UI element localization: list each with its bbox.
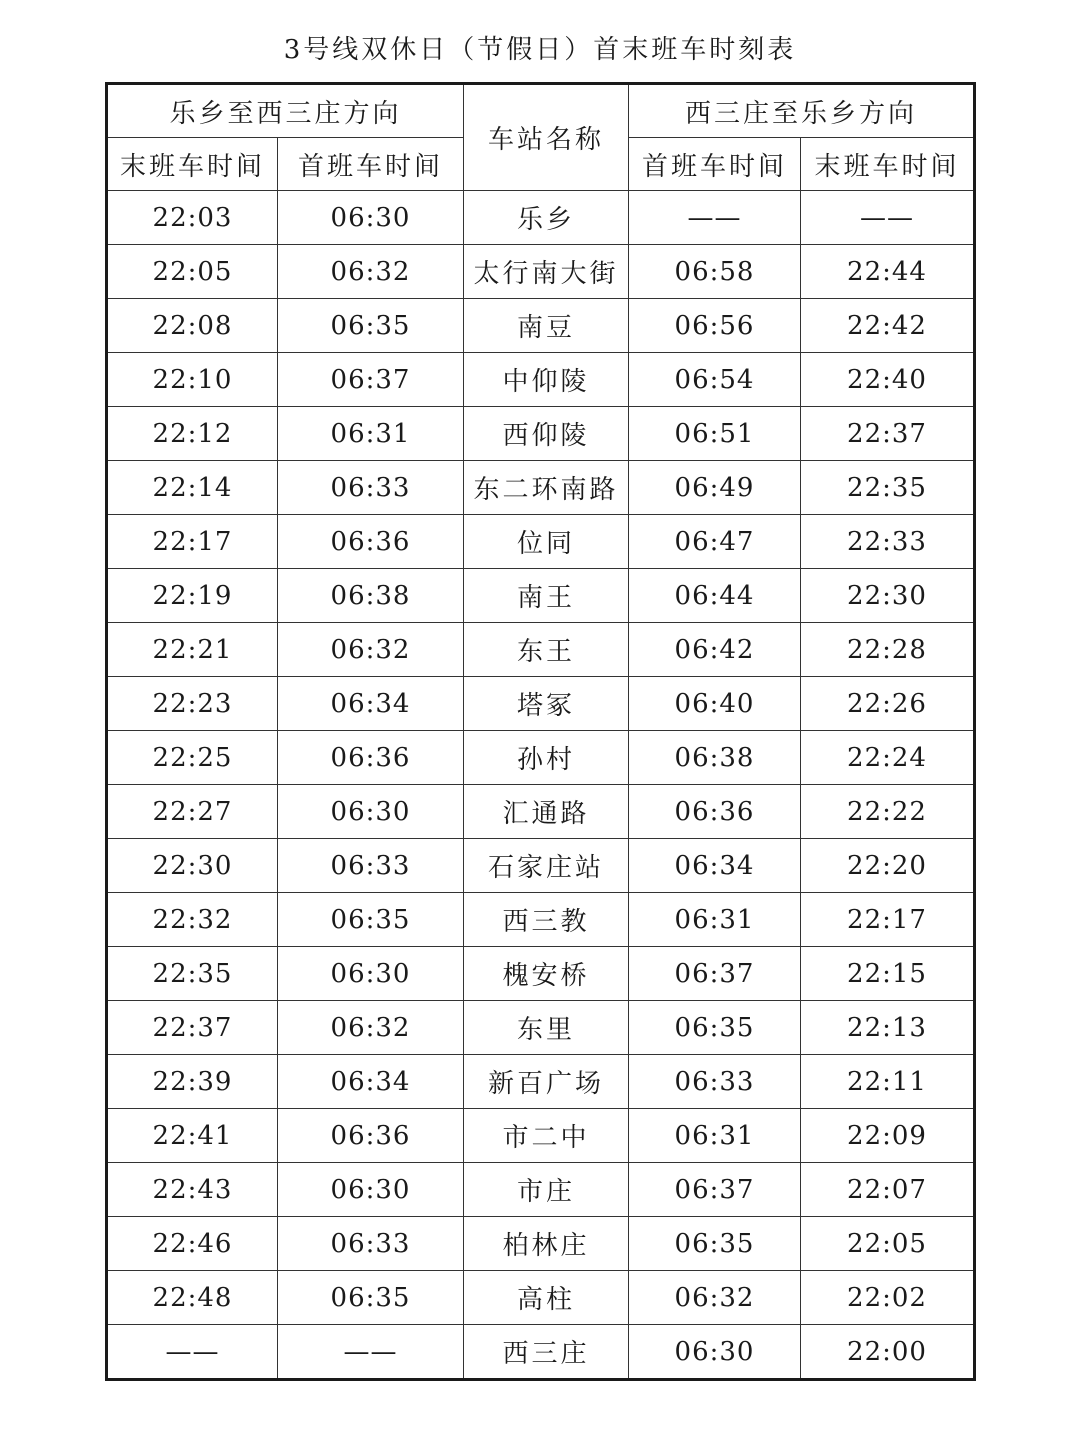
a-last-train-cell: 22:14 [107, 461, 278, 515]
station-name-cell: 塔冢 [464, 677, 629, 731]
b-first-train-cell: 06:38 [629, 731, 801, 785]
a-last-train-cell: 22:37 [107, 1001, 278, 1055]
table-row [107, 785, 975, 839]
b-last-train-cell: 22:00 [801, 1325, 975, 1380]
station-name-cell: 东二环南路 [464, 461, 629, 515]
table-row [107, 245, 975, 299]
b-last-train-cell: 22:15 [801, 947, 975, 1001]
b-last-train-cell: 22:35 [801, 461, 975, 515]
b-last-train-cell: 22:33 [801, 515, 975, 569]
b-first-train-cell: 06:56 [629, 299, 801, 353]
table-row [107, 893, 975, 947]
a-first-train-cell: 06:34 [278, 677, 464, 731]
station-name-cell: 乐乡 [464, 191, 629, 245]
a-last-train-cell: 22:35 [107, 947, 278, 1001]
b-first-train-cell: 06:49 [629, 461, 801, 515]
a-first-train-cell: —— [278, 1325, 464, 1380]
station-name-cell: 东里 [464, 1001, 629, 1055]
b-first-train-cell: 06:35 [629, 1217, 801, 1271]
timetable-header [107, 84, 975, 191]
table-row [107, 731, 975, 785]
b-first-train-cell: 06:31 [629, 893, 801, 947]
direction-a-header: 乐乡至西三庄方向 [107, 84, 464, 138]
station-name-header: 车站名称 [464, 84, 629, 191]
station-name-cell: 中仰陵 [464, 353, 629, 407]
a-first-train-header: 首班车时间 [278, 138, 464, 191]
station-name-cell: 南王 [464, 569, 629, 623]
b-first-train-cell: 06:54 [629, 353, 801, 407]
a-first-train-cell: 06:32 [278, 623, 464, 677]
b-first-train-cell: 06:32 [629, 1271, 801, 1325]
station-name-cell: 南豆 [464, 299, 629, 353]
table-row [107, 1055, 975, 1109]
table-row [107, 407, 975, 461]
a-last-train-cell: 22:17 [107, 515, 278, 569]
table-row [107, 1271, 975, 1325]
a-last-train-cell: 22:21 [107, 623, 278, 677]
a-last-train-cell: 22:08 [107, 299, 278, 353]
b-last-train-cell: 22:17 [801, 893, 975, 947]
table-row [107, 677, 975, 731]
b-last-train-cell: 22:24 [801, 731, 975, 785]
a-first-train-cell: 06:36 [278, 1109, 464, 1163]
station-name-cell: 东王 [464, 623, 629, 677]
station-name-cell: 汇通路 [464, 785, 629, 839]
b-last-train-cell: 22:11 [801, 1055, 975, 1109]
a-first-train-cell: 06:37 [278, 353, 464, 407]
a-last-train-cell: 22:41 [107, 1109, 278, 1163]
a-last-train-cell: 22:10 [107, 353, 278, 407]
a-first-train-cell: 06:38 [278, 569, 464, 623]
table-row [107, 623, 975, 677]
b-first-train-cell: 06:33 [629, 1055, 801, 1109]
a-first-train-cell: 06:33 [278, 461, 464, 515]
b-first-train-cell: 06:42 [629, 623, 801, 677]
timetable [105, 82, 976, 1381]
b-last-train-cell: 22:13 [801, 1001, 975, 1055]
b-last-train-cell: 22:30 [801, 569, 975, 623]
b-last-train-cell: 22:42 [801, 299, 975, 353]
b-first-train-header: 首班车时间 [629, 138, 801, 191]
a-first-train-cell: 06:30 [278, 947, 464, 1001]
b-first-train-cell: 06:40 [629, 677, 801, 731]
a-last-train-cell: 22:48 [107, 1271, 278, 1325]
direction-b-header: 西三庄至乐乡方向 [629, 84, 975, 138]
a-first-train-cell: 06:35 [278, 299, 464, 353]
a-last-train-cell: 22:30 [107, 839, 278, 893]
station-name-cell: 西仰陵 [464, 407, 629, 461]
b-last-train-cell: 22:40 [801, 353, 975, 407]
b-last-train-cell: 22:22 [801, 785, 975, 839]
a-first-train-cell: 06:35 [278, 893, 464, 947]
a-first-train-cell: 06:36 [278, 515, 464, 569]
table-row [107, 1001, 975, 1055]
b-last-train-cell: 22:07 [801, 1163, 975, 1217]
b-first-train-cell: 06:37 [629, 1163, 801, 1217]
a-first-train-cell: 06:30 [278, 785, 464, 839]
a-first-train-cell: 06:33 [278, 839, 464, 893]
table-row [107, 1217, 975, 1271]
a-last-train-cell: 22:19 [107, 569, 278, 623]
page-title: 3号线双休日（节假日）首末班车时刻表 [283, 35, 797, 65]
timetable-body [107, 191, 975, 1380]
a-last-train-cell: 22:27 [107, 785, 278, 839]
station-name-cell: 西三庄 [464, 1325, 629, 1380]
table-row [107, 569, 975, 623]
a-last-train-cell: 22:39 [107, 1055, 278, 1109]
b-last-train-cell: —— [801, 191, 975, 245]
a-last-train-cell: 22:05 [107, 245, 278, 299]
table-row [107, 299, 975, 353]
b-first-train-cell: 06:44 [629, 569, 801, 623]
a-last-train-cell: 22:23 [107, 677, 278, 731]
b-first-train-cell: 06:37 [629, 947, 801, 1001]
b-last-train-cell: 22:44 [801, 245, 975, 299]
b-last-train-cell: 22:20 [801, 839, 975, 893]
station-name-cell: 新百广场 [464, 1055, 629, 1109]
b-first-train-cell: 06:36 [629, 785, 801, 839]
a-last-train-header: 末班车时间 [107, 138, 278, 191]
a-last-train-cell: 22:25 [107, 731, 278, 785]
a-first-train-cell: 06:34 [278, 1055, 464, 1109]
station-name-cell: 柏林庄 [464, 1217, 629, 1271]
station-name-cell: 石家庄站 [464, 839, 629, 893]
a-last-train-cell: 22:32 [107, 893, 278, 947]
table-row [107, 1325, 975, 1380]
b-first-train-cell: 06:35 [629, 1001, 801, 1055]
a-first-train-cell: 06:30 [278, 1163, 464, 1217]
station-name-cell: 太行南大街 [464, 245, 629, 299]
table-row [107, 191, 975, 245]
table-row [107, 1163, 975, 1217]
table-row [107, 461, 975, 515]
b-first-train-cell: —— [629, 191, 801, 245]
station-name-cell: 市庄 [464, 1163, 629, 1217]
station-name-cell: 位同 [464, 515, 629, 569]
b-first-train-cell: 06:30 [629, 1325, 801, 1380]
a-first-train-cell: 06:31 [278, 407, 464, 461]
b-last-train-cell: 22:37 [801, 407, 975, 461]
b-last-train-cell: 22:05 [801, 1217, 975, 1271]
station-name-cell: 西三教 [464, 893, 629, 947]
b-last-train-cell: 22:02 [801, 1271, 975, 1325]
b-last-train-header: 末班车时间 [801, 138, 975, 191]
table-row [107, 1109, 975, 1163]
a-first-train-cell: 06:35 [278, 1271, 464, 1325]
b-last-train-cell: 22:28 [801, 623, 975, 677]
a-first-train-cell: 06:33 [278, 1217, 464, 1271]
station-name-cell: 槐安桥 [464, 947, 629, 1001]
station-name-cell: 市二中 [464, 1109, 629, 1163]
table-row [107, 947, 975, 1001]
a-last-train-cell: 22:46 [107, 1217, 278, 1271]
a-last-train-cell: 22:03 [107, 191, 278, 245]
b-first-train-cell: 06:51 [629, 407, 801, 461]
a-first-train-cell: 06:32 [278, 245, 464, 299]
b-first-train-cell: 06:34 [629, 839, 801, 893]
station-name-cell: 孙村 [464, 731, 629, 785]
a-first-train-cell: 06:30 [278, 191, 464, 245]
b-first-train-cell: 06:58 [629, 245, 801, 299]
table-row [107, 515, 975, 569]
b-last-train-cell: 22:26 [801, 677, 975, 731]
station-name-cell: 高柱 [464, 1271, 629, 1325]
a-last-train-cell: —— [107, 1325, 278, 1380]
b-first-train-cell: 06:31 [629, 1109, 801, 1163]
b-first-train-cell: 06:47 [629, 515, 801, 569]
a-first-train-cell: 06:36 [278, 731, 464, 785]
a-last-train-cell: 22:12 [107, 407, 278, 461]
table-row [107, 839, 975, 893]
table-row [107, 353, 975, 407]
b-last-train-cell: 22:09 [801, 1109, 975, 1163]
a-first-train-cell: 06:32 [278, 1001, 464, 1055]
a-last-train-cell: 22:43 [107, 1163, 278, 1217]
